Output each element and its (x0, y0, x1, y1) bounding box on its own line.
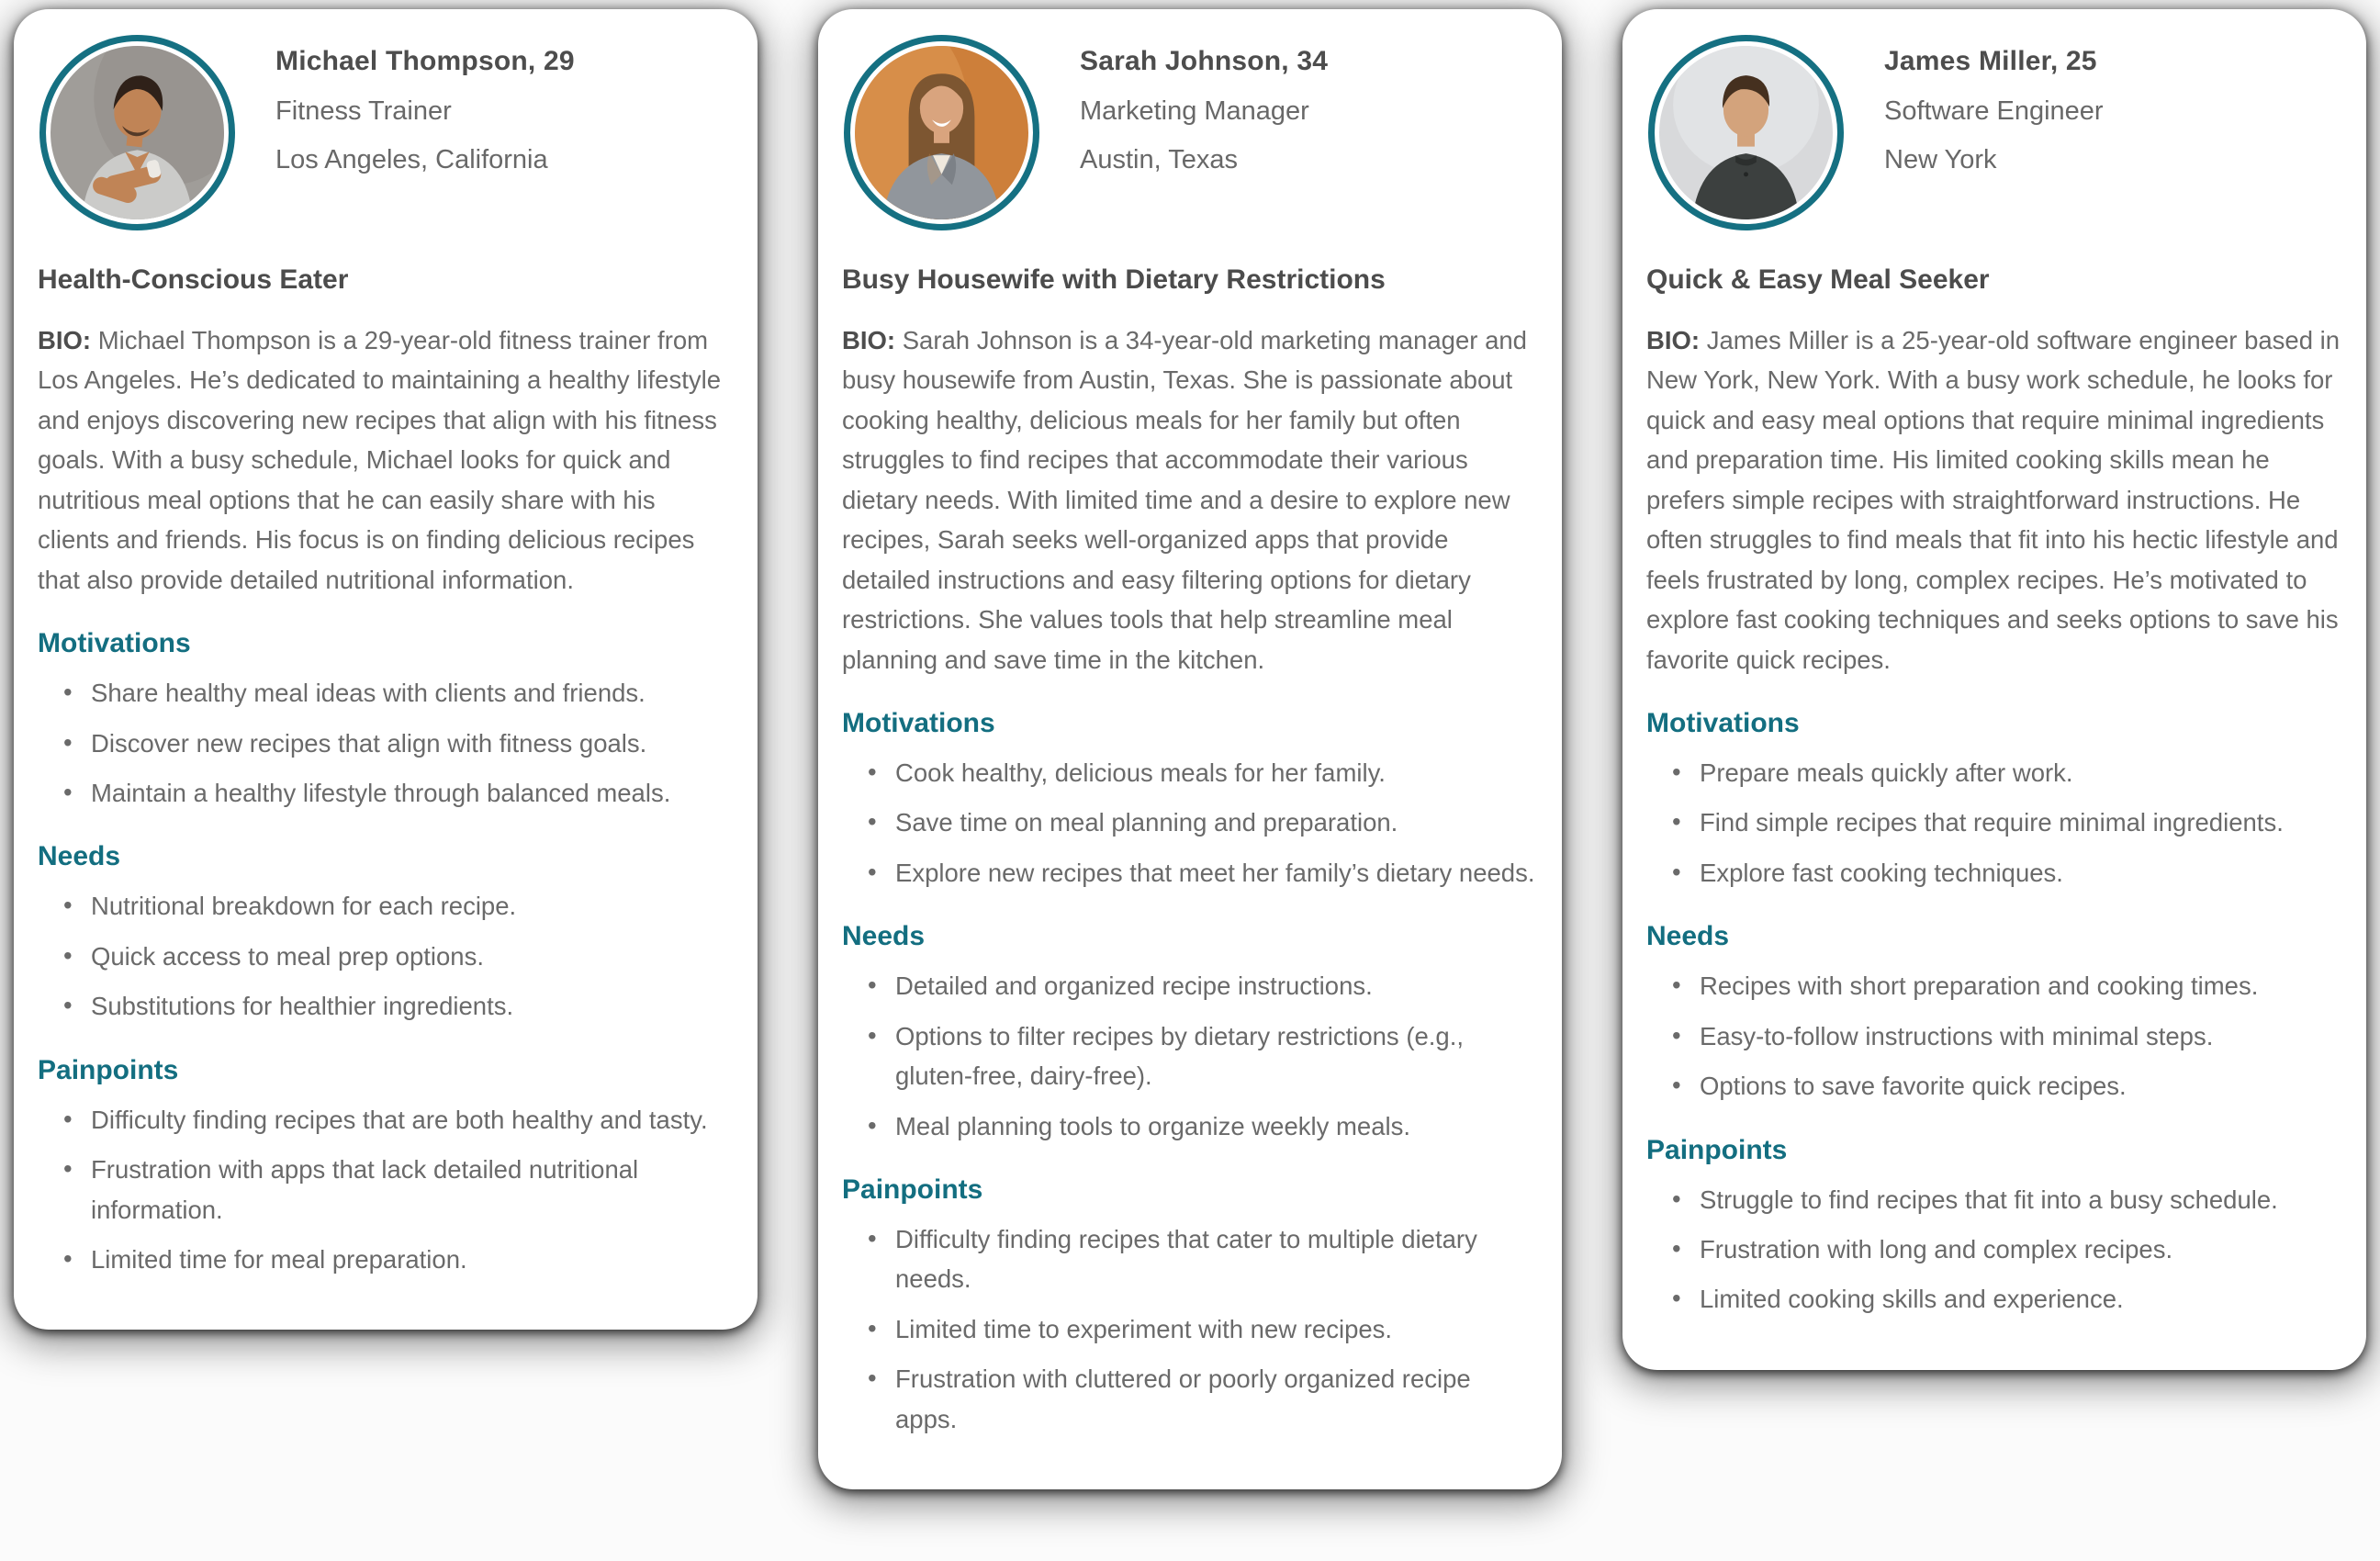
avatar-photo (1659, 46, 1833, 219)
section-title: Painpoints (38, 1054, 179, 1085)
section-list (836, 753, 1536, 893)
persona-location: Los Angeles, California (275, 145, 548, 174)
persona-section (836, 1174, 1536, 1439)
section-list (32, 673, 732, 813)
section-list (836, 1219, 1536, 1439)
avatar (844, 35, 1039, 230)
persona-location: Austin, Texas (1080, 145, 1238, 174)
section-item: • Quick access to meal prep options. (58, 937, 732, 976)
section-item: • Detailed and organized recipe instructions. (862, 966, 1536, 1005)
persona-section (32, 1055, 732, 1280)
bio-label: BIO: (842, 326, 896, 354)
bio-text: James Miller is a 25-year-old software engineer based in New York, New York. With a busy work schedule, he looks for quick and easy meal options that require minimal ingredients and preparation time. His limited cooking skills mean he prefers simple recipes with straightforward instructions. He often struggles to find meals that fit into his hectic lifestyle and feels frustrated by long, complex recipes. He’s motivated to explore fast cooking techniques and seeks options to save his favorite quick recipes. (1646, 326, 2341, 674)
avatar-photo (855, 46, 1028, 219)
persona-card (818, 9, 1562, 1489)
section-item: • Share healthy meal ideas with clients and friends. (58, 673, 732, 713)
section-title: Motivations (842, 707, 995, 738)
section-item: • Difficulty finding recipes that cater to multiple dietary needs. (862, 1219, 1536, 1299)
section-item: • Easy-to-follow instructions with minimal steps. (1667, 1016, 2341, 1056)
section-item: • Discover new recipes that align with fitness goals. (58, 724, 732, 763)
section-item: • Cook healthy, delicious meals for her family. (862, 753, 1536, 792)
section-item: • Limited cooking skills and experience. (1667, 1279, 2341, 1319)
section-title: Needs (1646, 921, 1730, 952)
persona-section (836, 921, 1536, 1146)
persona-identity (275, 35, 575, 175)
section-item: • Meal planning tools to organize weekly meals. (862, 1106, 1536, 1146)
persona-sections (836, 708, 1536, 1439)
persona-identity (1080, 35, 1328, 175)
persona-header (836, 28, 1536, 230)
section-item: • Find simple recipes that require minimal ingredients. (1667, 803, 2341, 842)
section-item: • Limited time to experiment with new recipes. (862, 1309, 1536, 1349)
section-list (32, 886, 732, 1026)
persona-header (1641, 28, 2341, 230)
section-item: • Frustration with long and complex recipes. (1667, 1230, 2341, 1269)
man-checking-watch-photo (51, 46, 224, 219)
persona-role: Fitness Trainer (275, 96, 452, 126)
section-item: • Limited time for meal preparation. (58, 1240, 732, 1279)
persona-role: Software Engineer (1884, 96, 2104, 126)
section-item: • Maintain a healthy lifestyle through balanced meals. (58, 773, 732, 813)
persona-card (1622, 9, 2366, 1370)
section-item: • Frustration with cluttered or poorly organized recipe apps. (862, 1359, 1536, 1439)
persona-archetype: Health-Conscious Eater (38, 264, 349, 295)
avatar-photo (51, 46, 224, 219)
persona-archetype: Quick & Easy Meal Seeker (1646, 264, 1990, 295)
persona-name: James Miller, 25 (1884, 46, 2097, 76)
persona-card (14, 9, 758, 1330)
section-item: • Options to save favorite quick recipes. (1667, 1066, 2341, 1106)
persona-sections (1641, 708, 2341, 1320)
persona-name: Michael Thompson, 29 (275, 46, 575, 76)
section-list (32, 1100, 732, 1280)
persona-sections (32, 628, 732, 1279)
avatar (39, 35, 235, 230)
section-item: • Difficulty finding recipes that are both healthy and tasty. (58, 1100, 732, 1140)
section-title: Painpoints (1646, 1134, 1788, 1165)
section-item: • Nutritional breakdown for each recipe. (58, 886, 732, 926)
bio-label: BIO: (1646, 326, 1701, 354)
persona-section (32, 841, 732, 1026)
bio-label: BIO: (38, 326, 92, 354)
section-list (836, 966, 1536, 1146)
section-item: • Prepare meals quickly after work. (1667, 753, 2341, 792)
smiling-woman-photo (855, 46, 1028, 219)
persona-name: Sarah Johnson, 34 (1080, 46, 1329, 76)
section-list (1641, 1180, 2341, 1320)
section-list (1641, 753, 2341, 893)
persona-bio (1646, 320, 2341, 679)
section-item: • Substitutions for healthier ingredients. (58, 986, 732, 1026)
section-item: • Struggle to find recipes that fit into a busy schedule. (1667, 1180, 2341, 1219)
persona-identity (1884, 35, 2104, 175)
section-item: • Save time on meal planning and preparation. (862, 803, 1536, 842)
persona-section (1641, 921, 2341, 1106)
persona-bio (38, 320, 732, 600)
persona-bio (842, 320, 1536, 679)
persona-section (32, 628, 732, 813)
bio-text: Michael Thompson is a 29-year-old fitness trainer from Los Angeles. He’s dedicated to maintaining a healthy lifestyle and enjoys discovering new recipes that align with his fitness goals. With a busy schedule, Michael looks for quick and nutritious meal options that he can easily share with his clients and friends. His focus is on finding delicious recipes that also provide detailed nutritional information. (38, 326, 721, 594)
persona-header (32, 28, 732, 230)
persona-section (1641, 708, 2341, 893)
persona-section (836, 708, 1536, 893)
young-man-photo (1659, 46, 1833, 219)
section-item: • Options to filter recipes by dietary restrictions (e.g., gluten-free, dairy-free). (862, 1016, 1536, 1096)
bio-text: Sarah Johnson is a 34-year-old marketing manager and busy housewife from Austin, Texas. She is passionate about cooking healthy, delicious meals for her family but often struggles to find recipes that accommodate their various dietary needs. With limited time and a desire to explore new recipes, Sarah seeks well-organized apps that provide detailed instructions and easy filtering options for dietary restrictions. She values tools that help streamline meal planning and save time in the kitchen. (842, 326, 1527, 674)
section-item: • Explore new recipes that meet her family’s dietary needs. (862, 853, 1536, 893)
persona-section (1641, 1135, 2341, 1320)
persona-archetype: Busy Housewife with Dietary Restrictions (842, 264, 1386, 295)
persona-location: New York (1884, 145, 1997, 174)
section-item: • Recipes with short preparation and cooking times. (1667, 966, 2341, 1005)
avatar (1648, 35, 1844, 230)
section-title: Painpoints (842, 1174, 983, 1205)
section-item: • Explore fast cooking techniques. (1667, 853, 2341, 893)
section-title: Needs (842, 921, 926, 952)
section-list (1641, 966, 2341, 1106)
persona-role: Marketing Manager (1080, 96, 1309, 126)
section-title: Motivations (38, 628, 191, 659)
section-title: Needs (38, 841, 121, 872)
section-title: Motivations (1646, 707, 1800, 738)
section-item: • Frustration with apps that lack detailed nutritional information. (58, 1150, 732, 1230)
